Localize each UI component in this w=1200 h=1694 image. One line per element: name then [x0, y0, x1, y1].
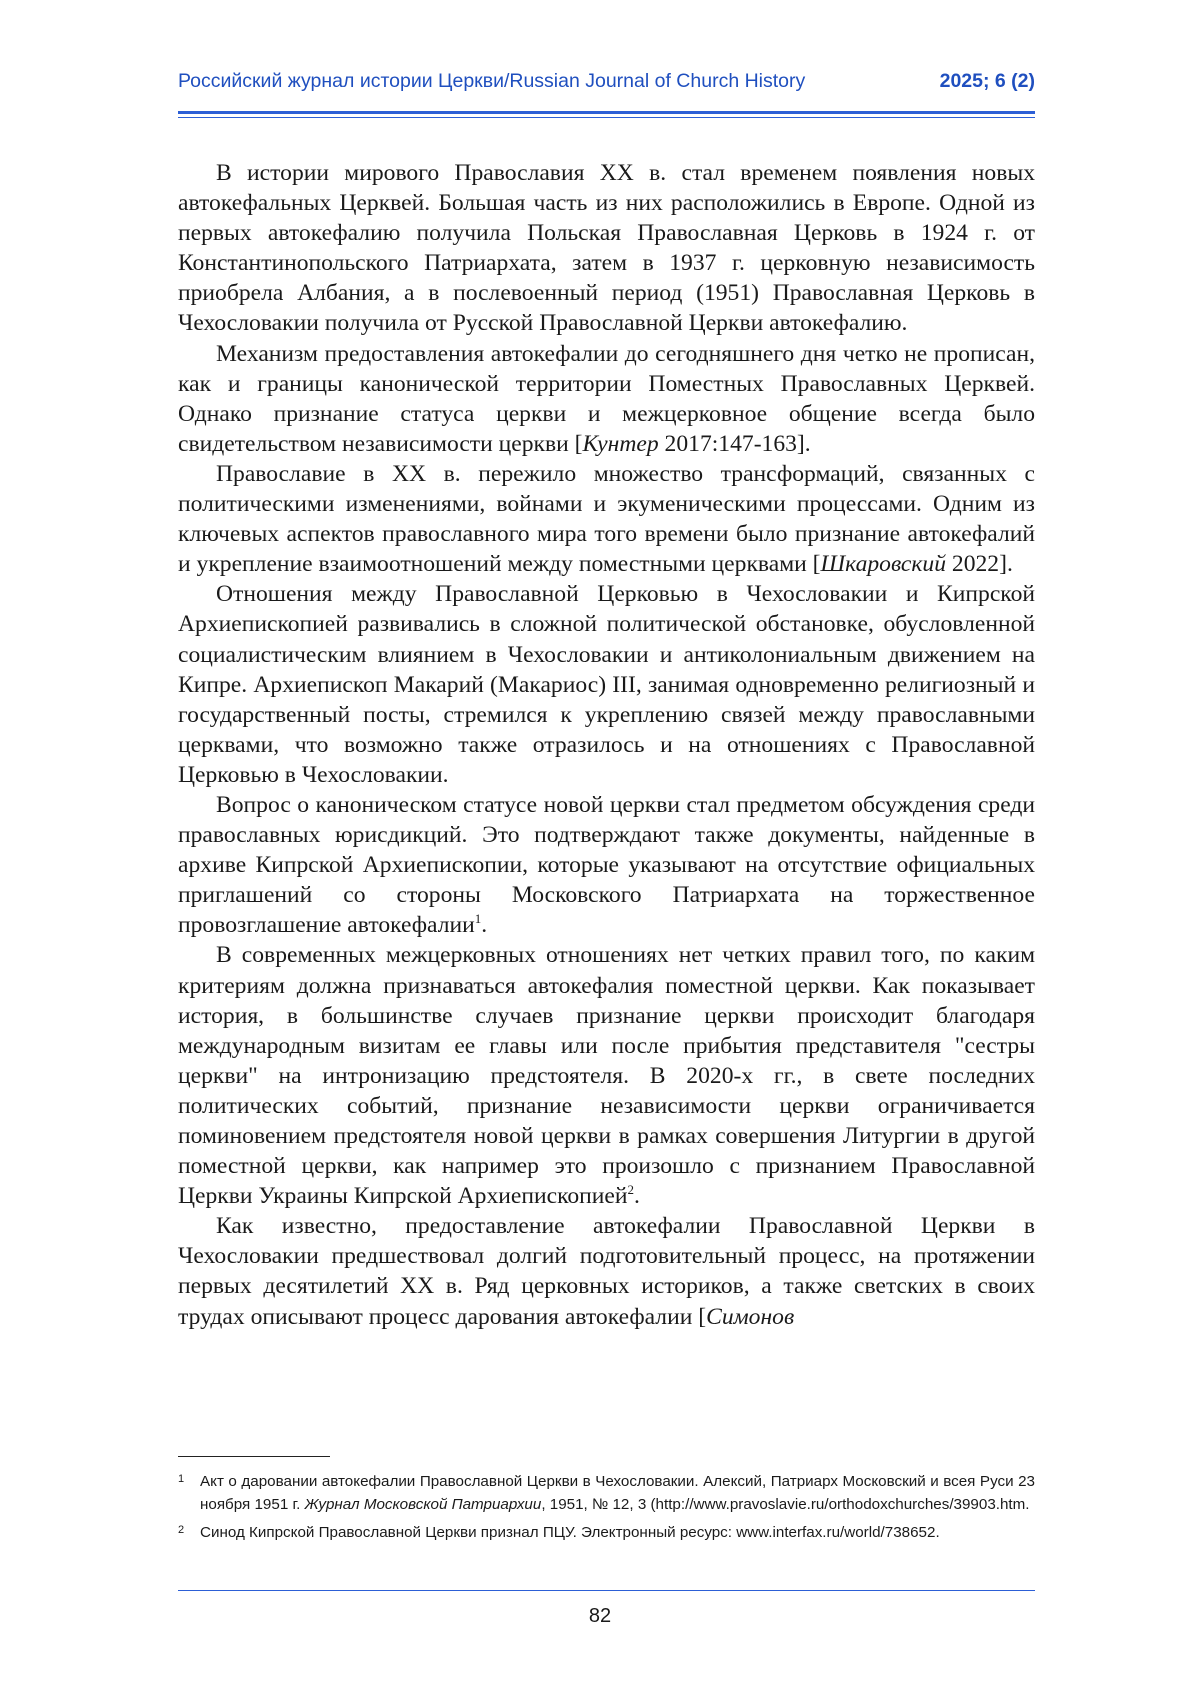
- footer-rule: [178, 1590, 1035, 1591]
- paragraph-4: Отношения между Православной Церковью в Чехословакии и Кипрской Архиепископией развивались в сложной политической обстановке, обусловленной социалистическим влиянием в Чехословакии и антиколониальным движением на Кипре. Архиепископ Макарий (Макариос) III, занимая одновременно религиозный и государственный посты, стремился к укреплению связей между православными церквами, что возможно также отразилось и на отношениях с Православной Церковью в Чехословакии.: [178, 579, 1035, 790]
- issue-number: 2025; 6 (2): [940, 70, 1035, 93]
- header-rule-thin: [178, 117, 1035, 118]
- footnote-ref-1[interactable]: 1: [475, 911, 482, 926]
- paragraph-3: Православие в ХХ в. пережило множество трансформаций, связанных с политическими изменениями, войнами и экуменическими процессами. Одним из ключевых аспектов православного мира того времени было признание автокефалий и укрепление взаимоотношений между поместными церквами [Шкаровский 2022].: [178, 459, 1035, 579]
- paragraph-6: В современных межцерковных отношениях нет четких правил того, по каким критериям должна признаваться автокефалия поместной церкви. Как показывает история, в большинстве случаев признание церкви происходит благодаря международным визитам ее главы или после прибытия представителя "сестры церкви" на интронизацию предстоятеля. В 2020-х гг., в свете последних политических событий, признание независимости церкви ограничивается поминовением предстоятеля новой церкви в рамках совершения Литургии в другой поместной церкви, как например это произошло с признанием Православной Церкви Украины Кипрской Архиепископией2.: [178, 940, 1035, 1211]
- footnote-number: 1: [178, 1470, 200, 1516]
- paragraph-2: Механизм предоставления автокефалии до сегодняшнего дня четко не прописан, как и границы канонической территории Поместных Православных Церквей. Однако признание статуса церкви и межцерковное общение всегда было свидетельством независимости церкви [Кунтер 2017:147-163].: [178, 339, 1035, 459]
- footnote-text: Акт о даровании автокефалии Православной Церкви в Чехословакии. Алексий, Патриарх Московский и всея Руси 23 ноября 1951 г. Журнал Московской Патриархии, 1951, № 12, 3 (http://www.pravoslavie.ru/orthodoxchurches/39903.htm.: [200, 1470, 1035, 1516]
- journal-title: Российский журнал истории Церкви/Russian Journal of Church History: [178, 70, 805, 93]
- paragraph-5: Вопрос о каноническом статусе новой церкви стал предметом обсуждения среди православных юрисдикций. Это подтверждают также документы, найденные в архиве Кипрской Архиепископии, которые указывают на отсутствие официальных приглашений со стороны Московского Патриархата на торжественное провозглашение автокефалии1.: [178, 790, 1035, 940]
- page-number: 82: [0, 1605, 1200, 1628]
- citation-author: Шкаровский: [821, 551, 946, 577]
- footnote-1: [178, 1470, 1035, 1516]
- footnotes: [178, 1470, 1035, 1549]
- footnote-2: [178, 1521, 1035, 1544]
- citation-author: Кунтер: [583, 431, 659, 457]
- article-body: [178, 158, 1035, 1332]
- footnote-text: Синод Кипрской Православной Церкви признал ПЦУ. Электронный ресурс: www.interfax.ru/world/738652.: [200, 1521, 1035, 1544]
- footnote-separator: [178, 1456, 330, 1457]
- paragraph-1: В истории мирового Православия ХХ в. стал временем появления новых автокефальных Церквей. Большая часть из них расположились в Европе. Одной из первых автокефалию получила Польская Православная Церковь в 1924 г. от Константинопольского Патриархата, затем в 1937 г. церковную независимость приобрела Албания, а в послевоенный период (1951) Православная Церковь в Чехословакии получила от Русской Православной Церкви автокефалию.: [178, 158, 1035, 339]
- footnote-ref-2[interactable]: 2: [628, 1182, 635, 1197]
- footnote-number: 2: [178, 1521, 200, 1544]
- header-rule-thick: [178, 111, 1035, 114]
- running-header: [178, 70, 1035, 93]
- citation-author: Симонов: [706, 1304, 794, 1330]
- paragraph-7: Как известно, предоставление автокефалии Православной Церкви в Чехословакии предшествовал долгий подготовительный процесс, на протяжении первых десятилетий ХХ в. Ряд церковных историков, а также светских в своих трудах описывают процесс дарования автокефалии [Симонов: [178, 1211, 1035, 1331]
